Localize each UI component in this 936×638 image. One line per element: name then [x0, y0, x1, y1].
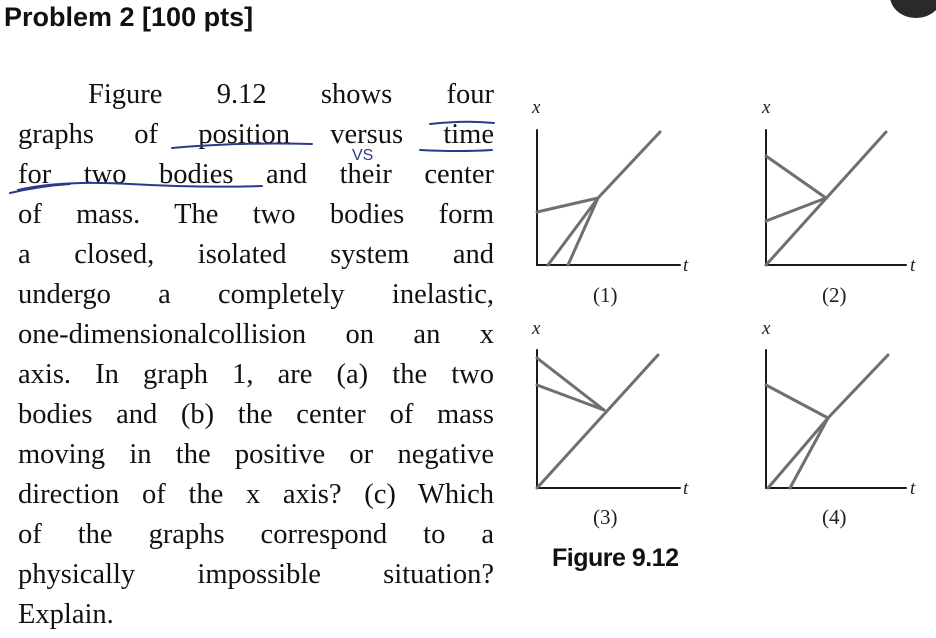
graph-1-x-label: x [532, 97, 541, 118]
graph-2-number: (2) [822, 283, 847, 307]
problem-line: Explain. [18, 599, 114, 630]
problem-line: one-dimensionalcollision on an x [18, 319, 494, 350]
problem-heading: Problem 2 [100 pts] [4, 2, 254, 32]
graph-3-body-b-line [537, 355, 658, 488]
graph-4-x-label: x [762, 318, 771, 339]
problem-line: moving in the positive or negative [18, 439, 494, 470]
problem-line: a closed, isolated system and [18, 239, 494, 270]
graph-1-number: (1) [593, 283, 618, 307]
graph-1-t-label: t [683, 255, 689, 276]
graph-4-body-b-line [768, 418, 828, 488]
graph-4-number: (4) [822, 505, 847, 529]
problem-line: physically impossible situation? [18, 559, 494, 590]
graph-3-t-label: t [683, 478, 689, 499]
problem-line: undergo a completely inelastic, [18, 279, 494, 310]
graph-4 [766, 350, 906, 488]
graph-3-number: (3) [593, 505, 618, 529]
problem-line: direction of the x axis? (c) Which [18, 479, 494, 510]
graph-3-x-label: x [532, 318, 541, 339]
graph-3 [537, 350, 680, 488]
problem-line: Figure 9.12 shows four [88, 79, 494, 110]
graph-4-body-a-line [766, 385, 828, 418]
graph-2-body-b-line [766, 132, 886, 265]
problem-line: for two bodies and their center [18, 159, 494, 190]
graph-4-cm-line [790, 418, 828, 488]
graph-1-combined-line [598, 132, 660, 198]
graph-3-body-a-line [537, 358, 604, 410]
problem-line: axis. In graph 1, are (a) the two [18, 359, 494, 390]
handwritten-vs-note: VS [352, 147, 374, 164]
problem-line: graphs of position versus time [18, 119, 494, 150]
graph-2-body-a-line [766, 156, 826, 198]
problem-line: of mass. The two bodies form [18, 199, 494, 230]
graph-2-x-label: x [762, 97, 771, 118]
problem-line: bodies and (b) the center of mass [18, 399, 494, 430]
graph-1 [537, 130, 680, 265]
graph-4-combined-line [828, 355, 888, 418]
graph-4-t-label: t [910, 478, 916, 499]
figure-caption: Figure 9.12 [552, 544, 679, 572]
graph-2-t-label: t [910, 255, 916, 276]
problem-line: of the graphs correspond to a [18, 519, 494, 550]
graph-3-cm-line [537, 385, 604, 410]
graph-2 [766, 130, 906, 265]
